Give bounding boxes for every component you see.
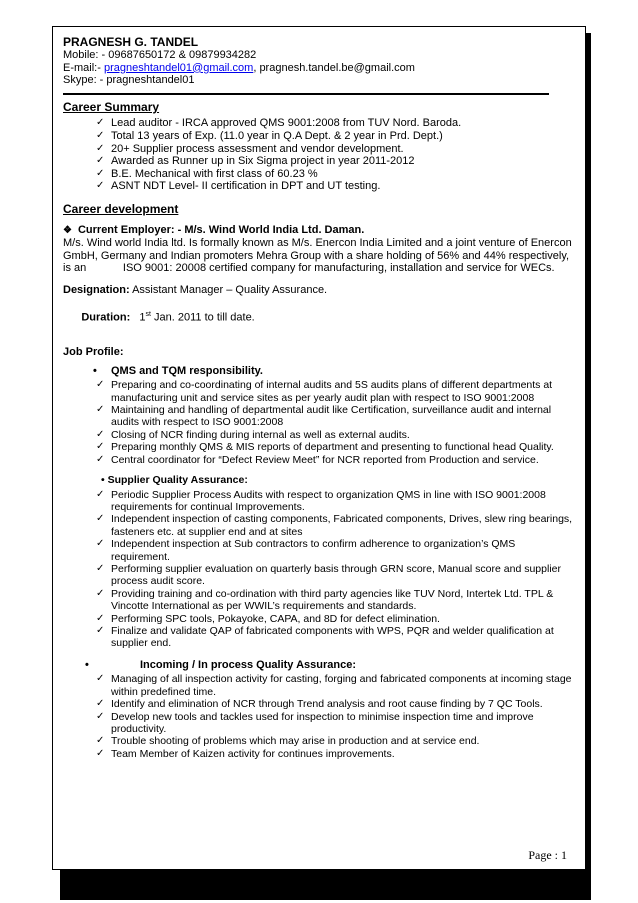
check-icon: ✓ [96, 735, 105, 747]
email-link[interactable]: pragneshtandel01@gmail.com [103, 61, 254, 74]
email-secondary: , pragnesh.tandel.be@gmail.com [253, 61, 415, 74]
check-icon: ✓ [96, 587, 105, 599]
list-item: ✓ Trouble shooting of problems which may arise in production and at service end. [96, 735, 480, 748]
mobile-line: Mobile: - 09687650172 & 09879934282 [63, 49, 257, 61]
check-icon: ✓ [96, 625, 105, 637]
check-icon: ✓ [96, 710, 105, 722]
check-icon: ✓ [96, 129, 105, 141]
page-shadow-bottom [60, 868, 591, 900]
skype-line: Skype: - pragneshtandel01 [63, 74, 195, 87]
duration-label: Duration: [81, 311, 131, 324]
check-icon: ✓ [96, 673, 105, 685]
designation-label: Designation: [63, 283, 130, 296]
check-icon: ✓ [96, 167, 105, 179]
check-icon: ✓ [96, 403, 105, 415]
qms-title: • QMS and TQM responsibility. [93, 364, 263, 377]
supplier-qa-title: • Supplier Quality Assurance: [101, 473, 248, 486]
check-icon: ✓ [96, 441, 105, 453]
list-item: ✓ Independent inspection at Sub contractors to confirm adherence to organization’s QMS requirement. [96, 538, 516, 563]
list-item: ✓ ASNT NDT Level- II certification in DPT and UT testing. [96, 180, 381, 193]
job-profile-label: Job Profile: [63, 345, 124, 358]
employer-description: M/s. Wind world India ltd. Is formally known as M/s. Enercon India Limited and a joint venture of Enercon GmbH, Germany and Indian promoters Mehra Group with a share holding of 56% and 44% respectively, is an ISO 9001: 20008 certified company for manufacturing, installation and service for WECs. [63, 237, 575, 275]
list-item: ✓ Central coordinator for “Defect Review Meet” for NCR reported from Production and service. [96, 453, 539, 466]
header-divider [63, 93, 549, 95]
qms-list [63, 379, 573, 466]
designation-line: Designation: Assistant Manager – Quality Assurance. [63, 283, 328, 296]
check-icon: ✓ [96, 180, 105, 192]
check-icon: ✓ [96, 142, 105, 154]
check-icon: ✓ [96, 379, 105, 391]
list-item: ✓ B.E. Mechanical with first class of 60.23 % [96, 167, 318, 180]
career-development-title: Career development [63, 201, 179, 216]
supplier-qa-list [63, 489, 573, 650]
list-item: ✓ Total 13 years of Exp. (11.0 year in Q.A Dept. & 2 year in Prd. Dept.) [96, 129, 443, 142]
resume-page [52, 26, 586, 870]
incoming-qa-list [63, 673, 573, 760]
check-icon: ✓ [96, 453, 105, 465]
list-item: ✓ Awarded as Runner up in Six Sigma project in year 2011-2012 [96, 155, 415, 168]
career-summary-title: Career Summary [63, 99, 160, 114]
page-number: Page : 1 [528, 848, 567, 862]
list-item: ✓ Preparing and co-coordinating of internal audits and 5S audits plans of different departments at manufacturing unit and service sites as per yearly audit plan with respect to ISO 9001:2008 [96, 379, 553, 404]
list-item: ✓ Develop new tools and tackles used for inspection to minimise inspection time and improve productivity. [96, 710, 534, 736]
list-item: ✓ Preparing monthly QMS & MIS reports of department and presenting to functional head Quality. [96, 441, 554, 454]
career-summary-list [63, 117, 573, 193]
list-item: ✓ Team Member of Kaizen activity for continues improvements. [96, 747, 395, 760]
list-item: ✓ Identify and elimination of NCR through Trend analysis and root cause finding by 7 QC Tools. [96, 698, 543, 711]
check-icon: ✓ [96, 155, 105, 167]
check-icon: ✓ [96, 117, 105, 129]
list-item: ✓ Performing SPC tools, Pokayoke, CAPA, and 8D for defect elimination. [96, 612, 440, 625]
bullet-icon: • [93, 364, 97, 377]
list-item: ✓ Closing of NCR finding during internal as well as external audits. [96, 428, 410, 441]
diamond-bullet-icon: ❖ [63, 224, 72, 236]
incoming-qa-title: • Incoming / In process Quality Assurance: [85, 658, 356, 671]
duration-line: Duration: 1st Jan. 2011 to till date. [81, 311, 255, 324]
list-item: ✓ Independent inspection of casting components, Fabricated components, Drives, slew ring bearings, fasteners etc. at supplier end and at sites [96, 513, 573, 538]
current-employer: ❖ Current Employer: - M/s. Wind World India Ltd. Daman. [63, 223, 365, 236]
check-icon: ✓ [96, 538, 105, 550]
list-item: ✓ Finalize and validate QAP of fabricated components with WPS, PQR and welder qualification at supplier end. [96, 625, 554, 650]
list-item: ✓ Periodic Supplier Process Audits with respect to organization QMS in line with ISO 9001:2008 requirements for continual Improvements. [96, 488, 546, 513]
check-icon: ✓ [96, 612, 105, 624]
check-icon: ✓ [96, 698, 105, 710]
list-item: ✓ Maintaining and handling of departmental audit like Certification, surveillance audit and internal audits with respect to ISO 9001:2008 [96, 403, 552, 429]
check-icon: ✓ [96, 747, 105, 759]
list-item: ✓ Providing training and co-ordination with third party agencies like TUV Nord, Intertek Ltd. TPL & Vincotte International as per WWIL’s requirements and standards. [96, 587, 554, 613]
check-icon: ✓ [96, 513, 105, 525]
check-icon: ✓ [96, 563, 105, 574]
email-label: E-mail:- [63, 61, 101, 74]
email-line [63, 62, 573, 75]
list-item: ✓ 20+ Supplier process assessment and vendor development. [96, 142, 404, 155]
candidate-name: PRAGNESH G. TANDEL [63, 35, 199, 49]
list-item: ✓ Managing of all inspection activity for casting, forging and fabricated components at incoming stage within predefined time. [96, 673, 572, 698]
check-icon: ✓ [96, 488, 105, 500]
bullet-icon: • [85, 658, 89, 671]
list-item: ✓ Performing supplier evaluation on quarterly basis through GRN score, Manual score and supplier process audit score. [96, 563, 561, 588]
list-item: ✓ Lead auditor - IRCA approved QMS 9001:2008 from TUV Nord. Baroda. [96, 117, 462, 130]
check-icon: ✓ [96, 428, 105, 440]
resume-content [63, 35, 573, 760]
